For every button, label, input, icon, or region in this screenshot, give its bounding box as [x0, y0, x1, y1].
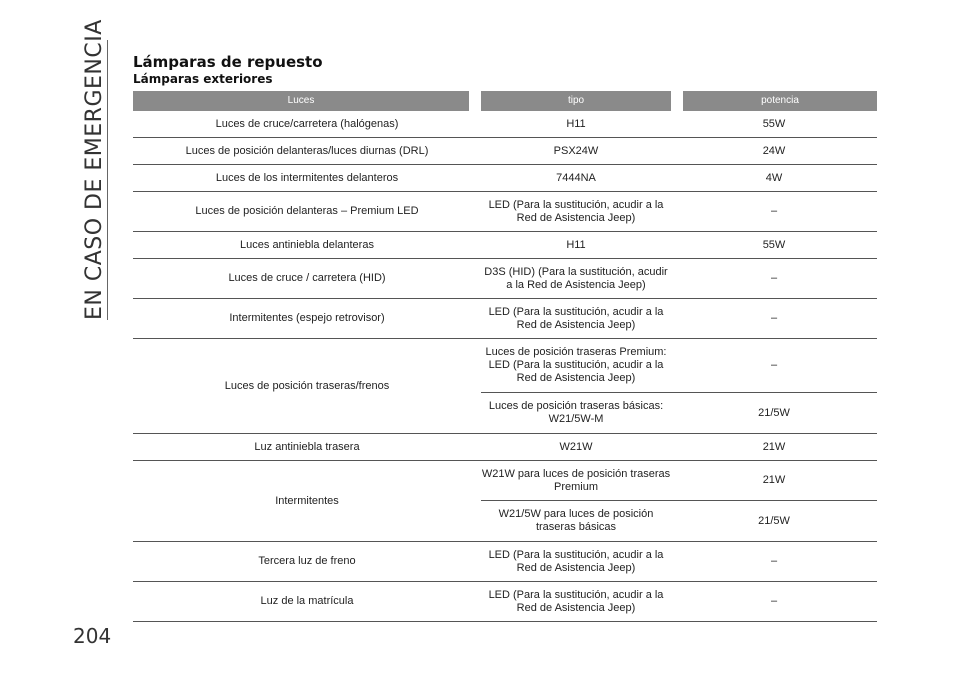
page-heading: Lámparas de repuesto: [133, 53, 323, 71]
cell-bulb-power: –: [770, 312, 778, 324]
cell-bulb-type: Luces de posición traseras básicas: W21/5W-M: [488, 400, 664, 425]
cell-bulb-type: H11: [566, 238, 586, 251]
cell-bulb-power: 21W: [762, 440, 786, 453]
cell-bulb-power: –: [770, 595, 778, 607]
table-row: [133, 165, 877, 192]
cell-bulb-power: –: [770, 359, 778, 371]
cell-light-name: Luces de posición traseras/frenos: [224, 379, 390, 392]
cell-light-name: Intermitentes (espejo retrovisor): [229, 312, 385, 324]
cell-bulb-type: D3S (HID) (Para la sustitución, acudir a la Red de Asistencia Jeep): [484, 265, 668, 291]
cell-bulb-power: 21/5W: [758, 406, 790, 419]
cell-bulb-type: LED (Para la sustitución, acudir a la Red de Asistencia Jeep): [488, 548, 664, 574]
cell-light-name: Luces de cruce / carretera (HID): [228, 272, 386, 284]
cell-light-name: Intermitentes: [275, 494, 339, 507]
cell-bulb-type: 7444NA: [556, 171, 596, 184]
table-row: [133, 461, 877, 542]
cell-light-name: Luces de los intermitentes delanteros: [215, 171, 399, 184]
bulb-table: [133, 91, 877, 622]
cell-bulb-power: 21W: [762, 474, 786, 486]
table-row: [133, 582, 877, 622]
table-row: [133, 299, 877, 339]
table-body: [133, 111, 877, 622]
cell-bulb-power: –: [770, 555, 778, 567]
section-divider: [107, 40, 108, 320]
cell-bulb-power: 24W: [762, 144, 786, 157]
cell-light-name: Luces de posición delanteras – Premium LED: [195, 205, 419, 217]
cell-bulb-type: W21/5W para luces de posición traseras básicas: [498, 508, 654, 533]
cell-light-name: Luces de cruce/carretera (halógenas): [215, 117, 399, 130]
page-subheading: Lámparas exteriores: [133, 72, 273, 86]
cell-light-name: Luces de posición delanteras/luces diurnas (DRL): [185, 144, 429, 157]
cell-bulb-type: PSX24W: [553, 144, 599, 157]
header-potencia: potencia: [683, 91, 877, 111]
header-tipo: tipo: [481, 91, 671, 111]
cell-bulb-power: –: [770, 272, 778, 284]
cell-bulb-type: W21W para luces de posición traseras Premium: [481, 467, 671, 493]
cell-bulb-type: LED (Para la sustitución, acudir a la Red de Asistencia Jeep): [488, 588, 664, 614]
section-title: EN CASO DE EMERGENCIA: [82, 19, 107, 320]
cell-bulb-power: 21/5W: [758, 514, 790, 527]
cell-light-name: Luces antiniebla delanteras: [240, 238, 374, 251]
table-row: [133, 192, 877, 232]
header-luces: Luces: [133, 91, 469, 111]
table-row: [133, 111, 877, 138]
cell-bulb-type: LED (Para la sustitución, acudir a la Red de Asistencia Jeep): [488, 198, 664, 224]
cell-light-name: Luz antiniebla trasera: [254, 440, 360, 453]
cell-bulb-type: W21W: [559, 440, 593, 453]
table-header: [133, 91, 877, 111]
table-row: [133, 259, 877, 299]
page-number: 204: [73, 624, 112, 648]
cell-bulb-power: –: [770, 205, 778, 217]
cell-bulb-power: 55W: [762, 238, 786, 251]
cell-bulb-power: 55W: [762, 117, 786, 130]
cell-bulb-power: 4W: [765, 171, 783, 184]
cell-light-name: Luz de la matrícula: [260, 595, 354, 607]
table-row: [133, 232, 877, 259]
table-row: [133, 542, 877, 582]
table-row: [133, 339, 877, 434]
table-row: [133, 138, 877, 165]
cell-bulb-type: LED (Para la sustitución, acudir a la Red de Asistencia Jeep): [488, 305, 664, 331]
cell-bulb-type: Luces de posición traseras Premium: LED (Para la sustitución, acudir a la Red de Asistencia Jeep): [485, 346, 667, 384]
cell-light-name: Tercera luz de freno: [258, 555, 356, 567]
table-row: [133, 434, 877, 461]
cell-bulb-type: H11: [566, 117, 586, 130]
